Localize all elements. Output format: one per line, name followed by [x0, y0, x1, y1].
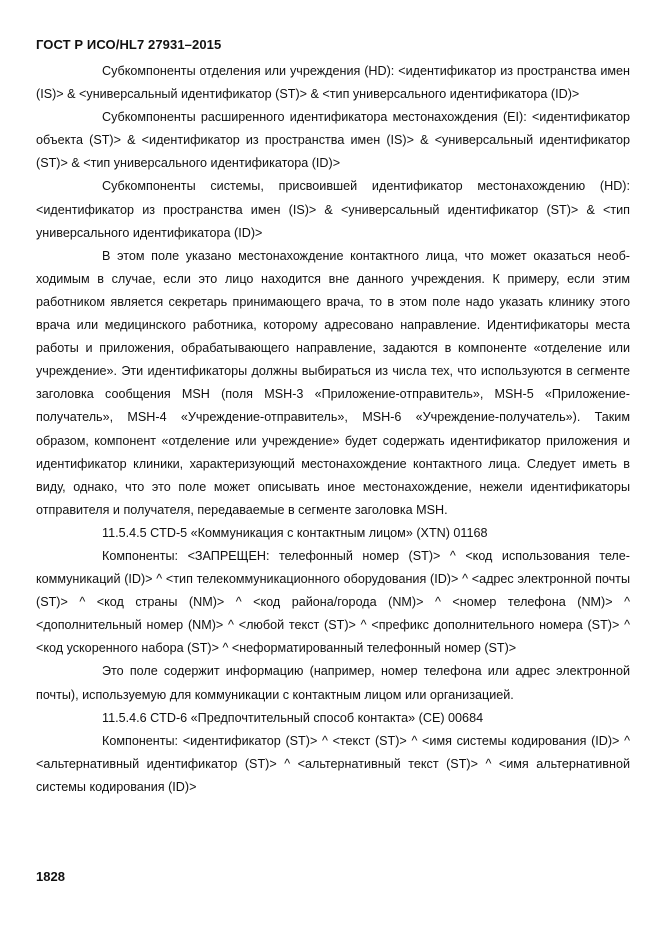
- paragraph-ei-subcomponents: Субкомпоненты расширенного идентификатора местонахождения (EI): <идентификатор объекта (ST)> & <идентификатор из пространства имен (IS)> & <универсальный идентификатор (ST)> & <тип универсального идентификатора (ID)>: [36, 110, 630, 171]
- section-heading-ctd-6: 11.5.4.6 CTD-6 «Предпочтительный способ контакта» (CE) 00684: [102, 710, 484, 725]
- paragraph-ctd-5-components: Компоненты: <ЗАПРЕЩЕН: телефонный номер (ST)> ^ <код использования телекоммуникаций (ID)> ^ <тип телекоммуникационного оборудования (ID)> ^ <адрес электронной почты (ST)> ^ <код страны (NM)> ^ <код района/города (NM)> ^ <номер телефона (NM)> ^ <дополнительный номер (NM)> ^ <любой текст (ST)> ^ <префикс дополнительного номера (ST)> ^ <код ускоренного набора (ST)> ^ <неформатированный телефонный номер (ST)>: [36, 548, 630, 656]
- paragraph-ctd-5-description: Это поле содержит информацию (например, номер телефона или адрес электронной почты), используемую для коммуникации с контактным лицом или организацией.: [36, 664, 630, 702]
- paragraph-ctd-6-components: Компоненты: <идентификатор (ST)> ^ <текст (ST)> ^ <имя системы кодирования (ID)> ^ <альтернативный идентификатор (ST)> ^ <альтернативный текст (ST)> ^ <имя альтернативной системы кодирования (ID)>: [36, 733, 630, 794]
- paragraph-assigning-system-subcomponents: Субкомпоненты системы, присвоившей идентификатор местонахождению (HD): <идентификатор из пространства имен (IS)> & <универсальный идентификатор (ST)> & <тип универсального идентификатора (ID)>: [36, 179, 630, 240]
- document-body: [36, 60, 630, 799]
- section-heading-ctd-5: 11.5.4.5 CTD-5 «Коммуникация с контактным лицом» (XTN) 01168: [102, 525, 488, 540]
- page-number: 1828: [36, 869, 65, 884]
- paragraph-location-description: В этом поле указано местонахождение контактного лица, что может оказаться необходимым в случае, если это лицо находится вне данного учреждения. К примеру, если этим работником является секретарь принимающего врача, то в этом поле надо указать клинику этого врача или медицинского работника, которому адресовано направление. Идентификаторы места работы и приложения, обрабатывающего направление, задаются в компоненте «отделение или учреждение». Эти идентификаторы должны выбираться из числа тех, что используются в сегменте заголовка сообщения MSH (поля MSH-3 «Приложение-отправитель», MSH-5 «Приложение-получатель», MSH-4 «Учреждение-отправитель», MSH-6 «Учреждение-получатель»). Таким образом, компонент «отделение или учреждение» будет содержать идентификатор приложения и идентификатор клиники, характеризующий местонахождение контактного лица. Следует иметь в виду, однако, что это поле может описывать иное местонахождение, нежели идентификаторы отправителя и получателя, передаваемые в сегменте заголовка MSH.: [36, 248, 630, 517]
- document-header: ГОСТ Р ИСО/HL7 27931–2015: [36, 37, 222, 52]
- paragraph-hd-subcomponents: Субкомпоненты отделения или учреждения (HD): <идентификатор из пространства имен (IS)> & <универсальный идентификатор (ST)> & <тип универсального идентификатора (ID)>: [36, 64, 630, 102]
